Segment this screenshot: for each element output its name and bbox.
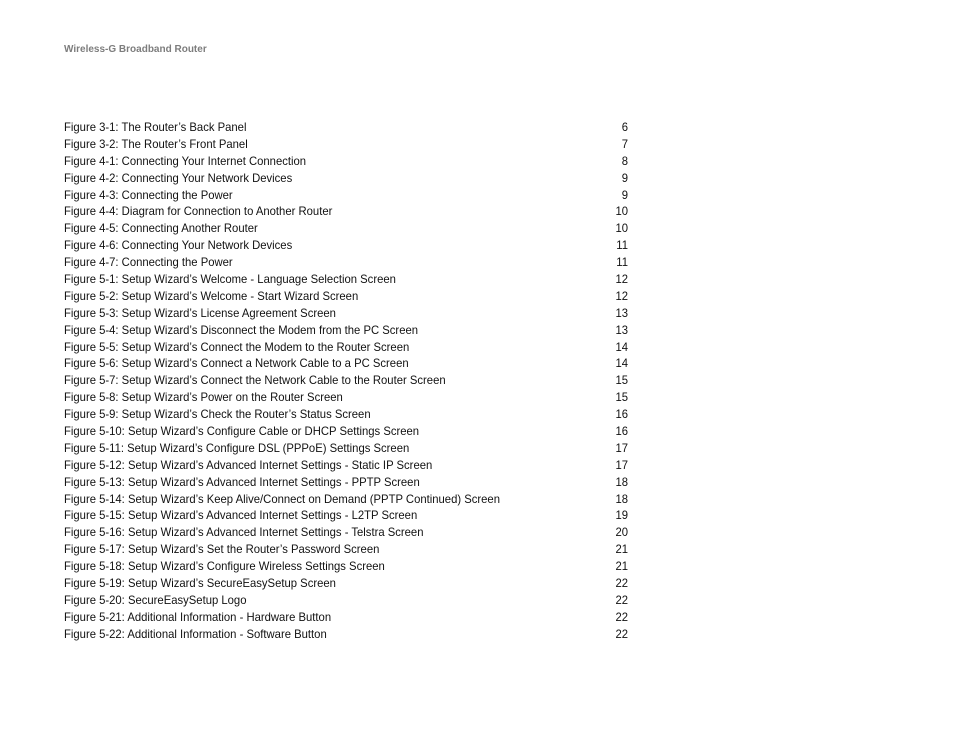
figure-list-item	[64, 288, 628, 305]
figure-page-number: 17	[615, 457, 628, 472]
figure-page-number: 11	[616, 255, 628, 270]
figure-list-item	[64, 355, 628, 372]
figure-list-item	[64, 271, 628, 288]
figure-title: Figure 4-5: Connecting Another Router	[64, 221, 258, 236]
figure-page-number: 17	[615, 440, 628, 455]
figure-list-item	[64, 440, 628, 457]
figure-title: Figure 5-5: Setup Wizard’s Connect the Modem to the Router Screen	[64, 339, 410, 354]
figure-list-item	[64, 491, 628, 508]
figure-title: Figure 4-3: Connecting the Power	[64, 187, 233, 202]
figure-title: Figure 5-4: Setup Wizard’s Disconnect the Modem from the PC Screen	[64, 322, 419, 337]
running-header: Wireless-G Broadband Router	[64, 44, 207, 55]
figure-page-number: 22	[615, 609, 628, 624]
figure-title: Figure 5-11: Setup Wizard’s Configure DSL (PPPoE) Settings Screen	[64, 440, 410, 455]
figure-page-number: 21	[615, 542, 628, 557]
figure-title: Figure 5-12: Setup Wizard’s Advanced Internet Settings - Static IP Screen	[64, 457, 433, 472]
figure-title: Figure 4-1: Connecting Your Internet Connection	[64, 153, 307, 168]
figure-title: Figure 5-19: Setup Wizard’s SecureEasySetup Screen	[64, 576, 336, 591]
figure-title: Figure 5-14: Setup Wizard’s Keep Alive/Connect on Demand (PPTP Continued) Screen	[64, 491, 500, 506]
figure-list-item	[64, 339, 628, 356]
figure-page-number: 15	[615, 373, 628, 388]
figure-list-item	[64, 389, 628, 406]
figure-list-item	[64, 119, 628, 136]
figure-list-item	[64, 558, 628, 575]
figure-title: Figure 4-4: Diagram for Connection to Another Router	[64, 204, 333, 219]
figure-page-number: 9	[621, 187, 628, 202]
figure-title: Figure 5-1: Setup Wizard’s Welcome - Language Selection Screen	[64, 272, 396, 287]
figure-list-item	[64, 457, 628, 474]
figure-list-item	[64, 322, 628, 339]
figure-list-item	[64, 254, 628, 271]
figure-list-item	[64, 153, 628, 170]
figure-page-number: 8	[621, 153, 628, 168]
figure-page-number: 14	[615, 356, 628, 371]
figure-title: Figure 5-8: Setup Wizard’s Power on the Router Screen	[64, 390, 343, 405]
figure-title: Figure 5-3: Setup Wizard’s License Agreement Screen	[64, 305, 336, 320]
figure-title: Figure 5-9: Setup Wizard’s Check the Router’s Status Screen	[64, 407, 371, 422]
figure-page-number: 18	[615, 474, 628, 489]
figure-title: Figure 5-15: Setup Wizard’s Advanced Internet Settings - L2TP Screen	[64, 508, 418, 523]
figure-page-number: 16	[615, 407, 628, 422]
figure-title: Figure 4-6: Connecting Your Network Devices	[64, 238, 293, 253]
figure-list-item	[64, 474, 628, 491]
figure-title: Figure 4-2: Connecting Your Network Devices	[64, 170, 293, 185]
figure-list-item	[64, 305, 628, 322]
figure-page-number: 22	[615, 576, 628, 591]
figure-title: Figure 5-22: Additional Information - Software Button	[64, 626, 327, 641]
figure-title: Figure 3-1: The Router’s Back Panel	[64, 120, 247, 134]
figure-list-item	[64, 136, 628, 153]
figure-list-item	[64, 187, 628, 204]
figure-page-number: 20	[615, 525, 628, 540]
figure-title: Figure 5-20: SecureEasySetup Logo	[64, 592, 247, 607]
figure-page-number: 21	[615, 559, 628, 574]
figure-list-item	[64, 170, 628, 187]
figure-list-item	[64, 507, 628, 524]
figure-page-number: 13	[615, 322, 628, 337]
figure-page-number: 22	[615, 592, 628, 607]
figure-page-number: 9	[621, 170, 628, 185]
figure-page-number: 10	[615, 221, 628, 236]
figure-title: Figure 3-2: The Router’s Front Panel	[64, 136, 248, 151]
figure-page-number: 14	[615, 339, 628, 354]
figure-page-number: 12	[615, 272, 628, 287]
figure-title: Figure 5-6: Setup Wizard’s Connect a Network Cable to a PC Screen	[64, 356, 409, 371]
figure-list-item	[64, 626, 628, 643]
figure-page-number: 12	[615, 288, 628, 303]
figure-title: Figure 4-7: Connecting the Power	[64, 255, 233, 270]
figure-page-number: 7	[621, 136, 628, 151]
figure-list-item	[64, 423, 628, 440]
figure-page-number: 16	[615, 424, 628, 439]
figure-title: Figure 5-21: Additional Information - Hardware Button	[64, 609, 332, 624]
figure-title: Figure 5-10: Setup Wizard’s Configure Cable or DHCP Settings Screen	[64, 424, 420, 439]
figure-page-number: 13	[615, 305, 628, 320]
figure-page-number: 15	[615, 390, 628, 405]
figure-page-number: 19	[615, 508, 628, 523]
figure-list-item	[64, 541, 628, 558]
figure-page-number: 11	[616, 238, 628, 253]
figure-title: Figure 5-2: Setup Wizard’s Welcome - Start Wizard Screen	[64, 288, 359, 303]
figure-list-item	[64, 524, 628, 541]
figure-title: Figure 5-7: Setup Wizard’s Connect the Network Cable to the Router Screen	[64, 373, 446, 388]
figure-list	[64, 119, 628, 643]
figure-page-number: 18	[615, 491, 628, 506]
figure-page-number: 10	[615, 204, 628, 219]
figure-list-item	[64, 609, 628, 626]
figure-title: Figure 5-13: Setup Wizard’s Advanced Internet Settings - PPTP Screen	[64, 474, 420, 489]
figure-list-item	[64, 203, 628, 220]
figure-title: Figure 5-16: Setup Wizard’s Advanced Internet Settings - Telstra Screen	[64, 525, 424, 540]
figure-list-item	[64, 592, 628, 609]
figure-list-item	[64, 220, 628, 237]
figure-page-number: 6	[621, 120, 628, 134]
figure-list-item	[64, 406, 628, 423]
figure-title: Figure 5-18: Setup Wizard’s Configure Wireless Settings Screen	[64, 559, 385, 574]
figure-page-number: 22	[615, 626, 628, 641]
figure-list-item	[64, 575, 628, 592]
figure-list-item	[64, 237, 628, 254]
figure-list-item	[64, 372, 628, 389]
figure-title: Figure 5-17: Setup Wizard’s Set the Router’s Password Screen	[64, 542, 380, 557]
